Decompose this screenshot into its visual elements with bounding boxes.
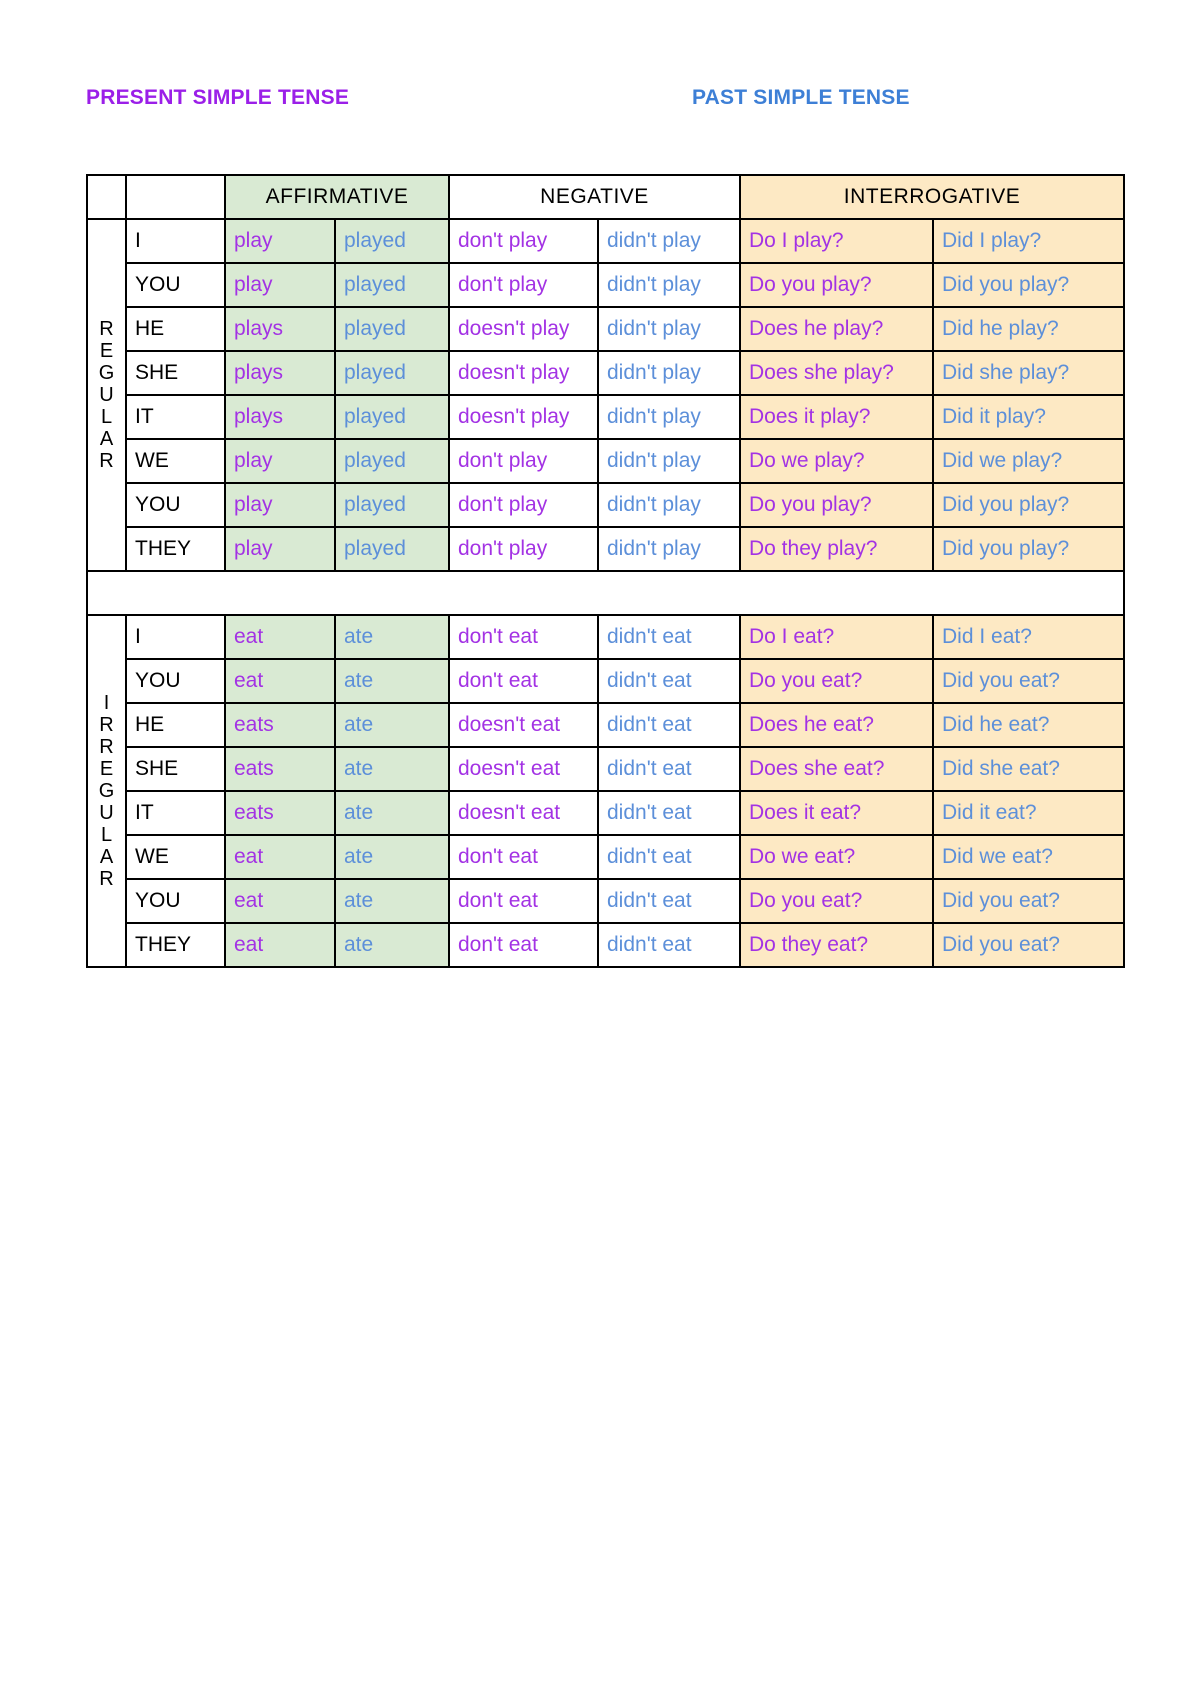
interrogative-past-cell: Did you play?: [933, 527, 1124, 571]
interrogative-past-cell: Did you eat?: [933, 923, 1124, 967]
negative-past-cell: didn't eat: [598, 703, 740, 747]
negative-past-cell: didn't eat: [598, 659, 740, 703]
interrogative-past-cell: Did you play?: [933, 483, 1124, 527]
section-spacer-row: [87, 571, 1124, 615]
interrogative-past-cell: Did you play?: [933, 263, 1124, 307]
interrogative-past-cell: Did you eat?: [933, 879, 1124, 923]
regular-side-label: [87, 219, 126, 571]
table-row: [87, 747, 1124, 791]
negative-past-cell: didn't eat: [598, 791, 740, 835]
negative-present-cell: doesn't play: [449, 307, 598, 351]
interrogative-present-cell: Do you eat?: [740, 879, 933, 923]
pronoun-cell: YOU: [126, 879, 225, 923]
interrogative-header: INTERROGATIVE: [740, 175, 1124, 219]
interrogative-present-cell: Do I play?: [740, 219, 933, 263]
negative-past-cell: didn't eat: [598, 835, 740, 879]
affirmative-header: AFFIRMATIVE: [225, 175, 449, 219]
affirmative-past-cell: ate: [335, 791, 449, 835]
side-label-letter: R: [99, 736, 114, 758]
negative-present-cell: don't play: [449, 263, 598, 307]
section-spacer: [87, 571, 1124, 615]
pronoun-cell: THEY: [126, 923, 225, 967]
pronoun-cell: WE: [126, 835, 225, 879]
interrogative-present-cell: Does it play?: [740, 395, 933, 439]
pronoun-cell: SHE: [126, 747, 225, 791]
affirmative-present-cell: plays: [225, 307, 335, 351]
pronoun-cell: HE: [126, 703, 225, 747]
interrogative-past-cell: Did she play?: [933, 351, 1124, 395]
affirmative-past-cell: played: [335, 527, 449, 571]
negative-present-cell: don't eat: [449, 615, 598, 659]
side-label-letter: R: [99, 714, 114, 736]
negative-present-cell: don't play: [449, 483, 598, 527]
table-row: [87, 703, 1124, 747]
interrogative-past-cell: Did we play?: [933, 439, 1124, 483]
interrogative-present-cell: Do we play?: [740, 439, 933, 483]
affirmative-past-cell: played: [335, 307, 449, 351]
side-label-letter: A: [99, 846, 114, 868]
affirmative-present-cell: play: [225, 219, 335, 263]
table-row: [87, 395, 1124, 439]
interrogative-past-cell: Did he eat?: [933, 703, 1124, 747]
table-row: [87, 439, 1124, 483]
header-row: [87, 175, 1124, 219]
affirmative-past-cell: played: [335, 263, 449, 307]
affirmative-past-cell: played: [335, 483, 449, 527]
interrogative-present-cell: Does he play?: [740, 307, 933, 351]
interrogative-present-cell: Do I eat?: [740, 615, 933, 659]
side-label-letter: I: [103, 692, 110, 714]
affirmative-present-cell: plays: [225, 395, 335, 439]
interrogative-present-cell: Do we eat?: [740, 835, 933, 879]
negative-present-cell: don't play: [449, 439, 598, 483]
pronoun-cell: WE: [126, 439, 225, 483]
table-row: [87, 351, 1124, 395]
negative-past-cell: didn't play: [598, 527, 740, 571]
side-label-letter: A: [99, 428, 114, 450]
irregular-side-label: [87, 615, 126, 967]
side-label-letter: R: [99, 318, 114, 340]
table-row: [87, 219, 1124, 263]
interrogative-present-cell: Do they play?: [740, 527, 933, 571]
side-label-letter: E: [99, 340, 114, 362]
interrogative-past-cell: Did she eat?: [933, 747, 1124, 791]
negative-header: NEGATIVE: [449, 175, 740, 219]
negative-past-cell: didn't play: [598, 307, 740, 351]
tense-table: [86, 174, 1125, 968]
affirmative-past-cell: ate: [335, 615, 449, 659]
affirmative-past-cell: ate: [335, 923, 449, 967]
negative-present-cell: don't eat: [449, 923, 598, 967]
present-simple-heading: PRESENT SIMPLE TENSE: [86, 86, 350, 109]
side-label-letter: R: [99, 450, 114, 472]
pronoun-cell: YOU: [126, 659, 225, 703]
negative-present-cell: don't eat: [449, 835, 598, 879]
table-row: [87, 615, 1124, 659]
side-label-letter: R: [99, 868, 114, 890]
pronoun-cell: I: [126, 615, 225, 659]
affirmative-past-cell: ate: [335, 879, 449, 923]
affirmative-past-cell: played: [335, 395, 449, 439]
affirmative-present-cell: eats: [225, 703, 335, 747]
negative-past-cell: didn't play: [598, 219, 740, 263]
affirmative-present-cell: eat: [225, 835, 335, 879]
pronoun-cell: THEY: [126, 527, 225, 571]
interrogative-past-cell: Did he play?: [933, 307, 1124, 351]
affirmative-past-cell: ate: [335, 747, 449, 791]
pronoun-cell: SHE: [126, 351, 225, 395]
table-row: [87, 835, 1124, 879]
affirmative-present-cell: eat: [225, 879, 335, 923]
affirmative-present-cell: play: [225, 527, 335, 571]
pronoun-header-cell: [126, 175, 225, 219]
negative-present-cell: doesn't eat: [449, 703, 598, 747]
affirmative-present-cell: eat: [225, 659, 335, 703]
pronoun-cell: HE: [126, 307, 225, 351]
side-label-letter: G: [98, 362, 115, 384]
side-label-letter: L: [100, 824, 113, 846]
affirmative-past-cell: ate: [335, 659, 449, 703]
negative-past-cell: didn't play: [598, 263, 740, 307]
table-row: [87, 923, 1124, 967]
affirmative-present-cell: play: [225, 483, 335, 527]
negative-past-cell: didn't play: [598, 483, 740, 527]
negative-present-cell: don't play: [449, 219, 598, 263]
interrogative-past-cell: Did it eat?: [933, 791, 1124, 835]
pronoun-cell: I: [126, 219, 225, 263]
past-simple-heading: PAST SIMPLE TENSE: [692, 86, 910, 109]
interrogative-present-cell: Does it eat?: [740, 791, 933, 835]
affirmative-present-cell: plays: [225, 351, 335, 395]
affirmative-past-cell: ate: [335, 703, 449, 747]
interrogative-past-cell: Did it play?: [933, 395, 1124, 439]
affirmative-present-cell: eat: [225, 923, 335, 967]
negative-past-cell: didn't eat: [598, 747, 740, 791]
interrogative-present-cell: Do they eat?: [740, 923, 933, 967]
side-label-letter: U: [99, 384, 114, 406]
interrogative-present-cell: Does she eat?: [740, 747, 933, 791]
affirmative-present-cell: eats: [225, 791, 335, 835]
affirmative-past-cell: played: [335, 351, 449, 395]
interrogative-present-cell: Does she play?: [740, 351, 933, 395]
side-label-letter: U: [99, 802, 114, 824]
pronoun-cell: YOU: [126, 483, 225, 527]
negative-present-cell: doesn't play: [449, 395, 598, 439]
pronoun-cell: IT: [126, 395, 225, 439]
negative-present-cell: don't play: [449, 527, 598, 571]
table-row: [87, 527, 1124, 571]
interrogative-present-cell: Does he eat?: [740, 703, 933, 747]
negative-past-cell: didn't eat: [598, 615, 740, 659]
side-label-letter: E: [99, 758, 114, 780]
affirmative-present-cell: play: [225, 263, 335, 307]
negative-past-cell: didn't play: [598, 395, 740, 439]
negative-past-cell: didn't eat: [598, 879, 740, 923]
negative-present-cell: doesn't eat: [449, 791, 598, 835]
interrogative-past-cell: Did I play?: [933, 219, 1124, 263]
corner-cell: [87, 175, 126, 219]
interrogative-past-cell: Did we eat?: [933, 835, 1124, 879]
negative-past-cell: didn't play: [598, 439, 740, 483]
table-row: [87, 483, 1124, 527]
affirmative-past-cell: ate: [335, 835, 449, 879]
side-label-letter: L: [100, 406, 113, 428]
table-row: [87, 307, 1124, 351]
side-label-letter: G: [98, 780, 115, 802]
pronoun-cell: YOU: [126, 263, 225, 307]
negative-past-cell: didn't play: [598, 351, 740, 395]
table-row: [87, 659, 1124, 703]
negative-present-cell: don't eat: [449, 659, 598, 703]
table-row: [87, 791, 1124, 835]
affirmative-present-cell: play: [225, 439, 335, 483]
table-row: [87, 879, 1124, 923]
interrogative-present-cell: Do you play?: [740, 263, 933, 307]
table-row: [87, 263, 1124, 307]
negative-present-cell: don't eat: [449, 879, 598, 923]
interrogative-present-cell: Do you eat?: [740, 659, 933, 703]
interrogative-past-cell: Did you eat?: [933, 659, 1124, 703]
pronoun-cell: IT: [126, 791, 225, 835]
affirmative-past-cell: played: [335, 219, 449, 263]
affirmative-past-cell: played: [335, 439, 449, 483]
interrogative-present-cell: Do you play?: [740, 483, 933, 527]
interrogative-past-cell: Did I eat?: [933, 615, 1124, 659]
negative-past-cell: didn't eat: [598, 923, 740, 967]
negative-present-cell: doesn't play: [449, 351, 598, 395]
negative-present-cell: doesn't eat: [449, 747, 598, 791]
affirmative-present-cell: eat: [225, 615, 335, 659]
affirmative-present-cell: eats: [225, 747, 335, 791]
